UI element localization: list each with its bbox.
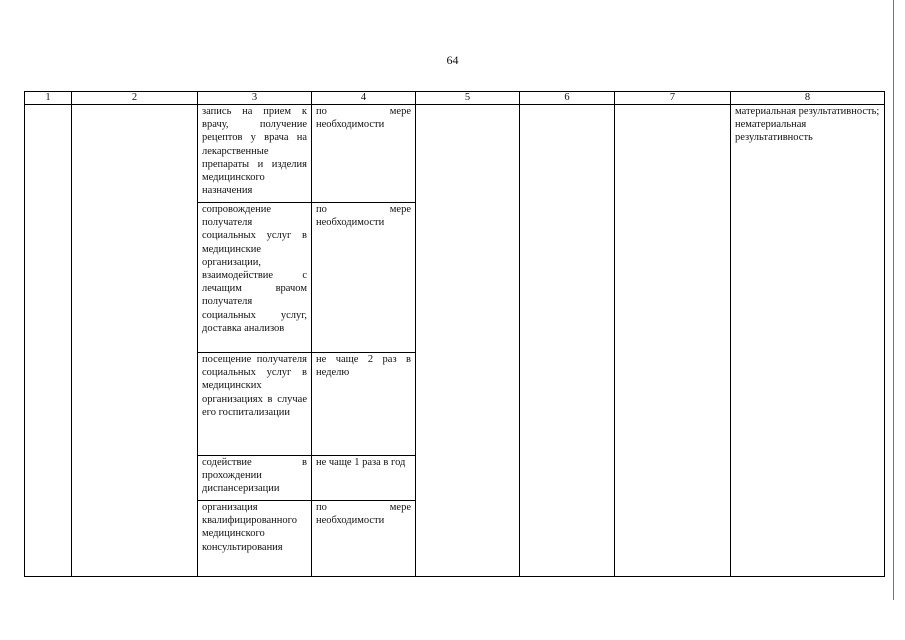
column-7-cell [615,105,731,577]
frequency-cell: не чаще 2 раз в неделю [312,353,416,456]
column-1-cell [25,105,72,577]
column-header-2: 2 [72,92,198,105]
column-6-cell [520,105,615,577]
service-cell: содействие в прохождении диспансеризации [198,456,312,501]
column-header-7: 7 [615,92,731,105]
frequency-cell: по мере необходимости [312,501,416,577]
service-cell: посещение получателя социальных услуг в медицинских организациях в случае его госпитализации [198,353,312,456]
page-right-border-line [893,0,894,600]
column-5-cell [416,105,520,577]
column-header-3: 3 [198,92,312,105]
service-cell: запись на прием к врачу, получение рецептов у врача на лекарственные препараты и изделия медицинского назначения [198,105,312,203]
page-number: 64 [446,53,459,67]
frequency-cell: не чаще 1 раза в год [312,456,416,501]
frequency-cell: по мере необходимости [312,203,416,353]
services-table [24,91,885,577]
result-material: материальная результативность; [735,106,880,117]
result-cell [731,105,885,577]
table-row [25,105,885,203]
table-header-row [25,92,885,105]
frequency-cell: по мере необходимости [312,105,416,203]
column-header-4: 4 [312,92,416,105]
result-nonmaterial: нематериальная результативность [735,119,813,144]
column-header-5: 5 [416,92,520,105]
column-header-6: 6 [520,92,615,105]
column-header-8: 8 [731,92,885,105]
column-2-cell [72,105,198,577]
column-header-1: 1 [25,92,72,105]
service-cell: организация квалифицированного медицинского консультирования [198,501,312,577]
service-cell: сопровождение получателя социальных услуг в медицинские организации, взаимодействие с лечащим врачом получателя социальных услуг, доставка анализов [198,203,312,353]
